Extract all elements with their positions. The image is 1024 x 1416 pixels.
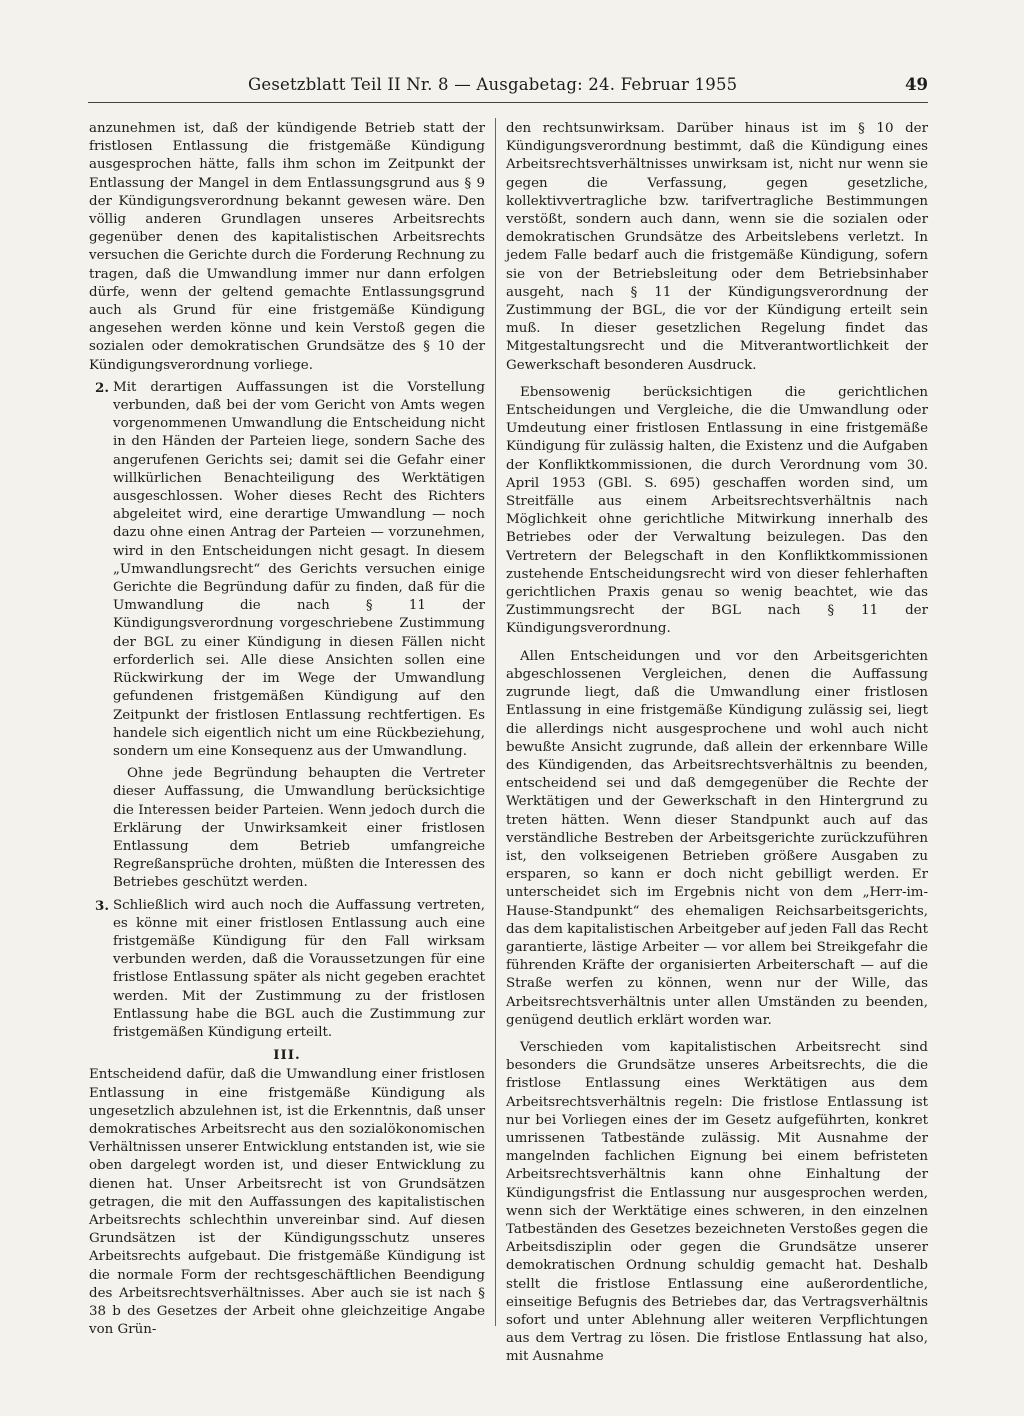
item-2-subparagraph: Ohne jede Begründung behaupten die Vertreter dieser Auffassung, die Umwandlung berücksichtige die Interessen beider Parteien. Wenn jedoch durch die Erklärung der Unwirksamkeit einer fristlosen Entlassung dem Betrieb umfangreiche Regreßansprüche drohten, müßten die Interessen des Betriebes geschützt werden.	[113, 766, 485, 891]
numbered-item-2	[89, 379, 485, 761]
section-heading: III.	[273, 1047, 301, 1064]
numbered-item-3	[89, 897, 485, 1043]
paragraph-2: Ebensowenig berücksichtigen die gerichtlichen Entscheidungen und Vergleiche, die die Umwandlung oder Umdeutung einer fristlosen Entlassung in eine fristgemäße Kündigung für zulässig halten, die Existenz und die Aufgaben der Konfliktkommissionen, die durch Verordnung vom 30. April 1953 (GBl. S. 695) geschaffen worden sind, um Streitfälle aus einem Arbeitsrechtsverhältnis nach Möglichkeit ohne gerichtliche Mitwirkung innerhalb des Betriebes oder der Verwaltung beizulegen. Das den Vertretern der Belegschaft in den Konfliktkommissionen zustehende Entscheidungsrecht wird von dieser fehlerhaften gerichtlichen Praxis genau so wenig beachtet, wie das Zustimmungsrecht der BGL nach § 11 der Kündigungsverordnung.	[506, 384, 928, 637]
paragraph-1: den rechtsunwirksam. Darüber hinaus ist im § 10 der Kündigungsverordnung bestimmt, daß die Kündigung eines Arbeitsrechtsverhältnisses unwirksam ist, nicht nur wenn sie gegen die Verfassung, gegen gesetzliche, kollektivvertragliche bzw. tarifvertragliche Bestimmungen verstößt, sondern auch dann, wenn sie die sozialen oder demokratischen Grundsätze des Arbeitslebens verletzt. In jedem Falle bedarf auch die fristgemäße Kündigung, sofern sie von der Betriebsleitung oder dem Betriebsinhaber ausgeht, nach § 11 der Kündigungsverordnung der Zustimmung der BGL, die vor der Kündigung erteilt sein muß. In dieser gesetzlichen Regelung findet das Mitgestaltungsrecht und die Mitverantwortlichkeit der Gewerkschaft besonderen Ausdruck.	[506, 121, 928, 373]
header-title: Gesetzblatt Teil II Nr. 8 — Ausgabetag: 24. Februar 1955	[248, 75, 738, 94]
paragraph-intro: anzunehmen ist, daß der kündigende Betrieb statt der fristlosen Entlassung die fristgemäße Kündigung ausgesprochen hätte, falls ihm schon im Zeitpunkt der Entlassung der Mangel in dem Entlassungsgrund aus § 9 der Kündigungsverordnung bekannt gewesen wäre. Den völlig anderen Grundlagen unseres Arbeitsrechts gegenüber denen des kapitalistischen Arbeitsrechts versuchen die Gerichte durch die Forderung Rechnung zu tragen, daß die Umwandlung immer nur dann erfolgen dürfe, wenn der geltend gemachte Entlassungsgrund auch als Grund für eine fristgemäße Kündigung angesehen werden könne und kein Verstoß gegen die sozialen oder demokratischen Grundsätze des § 10 der Kündigungsverordnung vorliege.	[89, 121, 485, 373]
paragraph-section-3: Entscheidend dafür, daß die Umwandlung einer fristlosen Entlassung in eine fristgemäße Kündigung als ungesetzlich abzulehnen ist, ist die Erkenntnis, daß unser demokratisches Arbeitsrecht aus den sozialökonomischen Verhältnissen unserer Entwicklung entstanden ist, wie sie oben dargelegt worden ist, und dieser Entwicklung zu dienen hat. Unser Arbeitsrecht ist von Grundsätzen getragen, die mit den Auffassungen des kapitalistischen Arbeitsrechts schlechthin unvereinbar sind. Auf diesen Grundsätzen ist der Kündigungsschutz unseres Arbeitsrechts aufgebaut. Die fristgemäße Kündigung ist die normale Form der rechtsgeschäftlichen Beendigung des Arbeitsrechtsverhältnisses. Aber auch sie ist nach § 38 b des Gesetzes der Arbeit ohne gleichzeitige Angabe von Grün-	[89, 1067, 485, 1338]
item-number: 2.	[95, 379, 109, 396]
item-text: Mit derartigen Auffassungen ist die Vorstellung verbunden, daß bei der vom Gericht von Amts wegen vorgenommenen Umwandlung die Entscheidung nicht in den Händen der Parteien liege, sondern Sache des angerufenen Gerichts sei; damit sei die Gefahr einer willkürlichen Benachteiligung des Werktätigen ausgeschlossen. Woher dieses Recht des Richters abgeleitet wird, eine derartige Umwandlung — noch dazu ohne einen Antrag der Parteien — vorzunehmen, wird in den Entscheidungen nicht gesagt. In diesem „Umwandlungsrecht“ des Gerichts versuchen einige Gerichte die Begründung dafür zu finden, daß für die Umwandlung die nach § 11 der Kündigungsverordnung vorgeschriebene Zustimmung der BGL zu einer Kündigung in diesen Fällen nicht erforderlich sei. Alle diese Ansichten sollen eine Rückwirkung der im Wege der Umwandlung gefundenen fristgemäßen Kündigung auf den Zeitpunkt der fristlosen Entlassung rechtfertigen. Es handele sich eigentlich nicht um eine Rückbeziehung, sondern um eine Konsequenz aus der Umwandlung.	[113, 379, 485, 759]
item-text: Schließlich wird auch noch die Auffassung vertreten, es könne mit einer fristlosen Entlassung auch eine fristgemäße Kündigung für den Fall wirksam verbunden werden, daß die Voraussetzungen für eine fristlose Entlassung später als nicht gegeben erachtet werden. Mit der Zustimmung zu der fristlosen Entlassung habe die BGL auch die Zustimmung zur fristgemäßen Kündigung erteilt.	[113, 897, 485, 1040]
item-number: 3.	[95, 897, 109, 914]
page-number: 49	[905, 75, 928, 94]
column-divider	[495, 118, 496, 1326]
right-column	[506, 120, 928, 1367]
page-header	[248, 75, 928, 99]
paragraph-4: Verschieden vom kapitalistischen Arbeitsrecht sind besonders die Grundsätze unseres Arbeitsrechts, die die fristlose Entlassung eines Werktätigen aus dem Arbeitsrechtsverhältnis regeln: Die fristlose Entlassung ist nur bei Vorliegen eines der im Gesetz aufgeführten, konkret umrissenen Tatbestände zulässig. Mit Ausnahme der mangelnden fachlichen Eignung bei einem befristeten Arbeitsrechtsverhältnis kann ohne Einhaltung der Kündigungsfrist die Entlassung nur ausgesprochen werden, wenn sich der Werktätige eines schweren, in den einzelnen Tatbeständen des Gesetzes bezeichneten Verstoßes gegen die Arbeitsdisziplin oder gegen die Grundsätze unserer demokratischen Ordnung schuldig gemacht hat. Deshalb stellt die fristlose Entlassung eine außerordentliche, einseitige Befugnis des Betriebes dar, das Vertragsverhältnis sofort und unter Ablehnung aller weiteren Verpflichtungen aus dem Vertrag zu lösen. Die fristlose Entlassung hat also, mit Ausnahme	[506, 1039, 928, 1365]
left-column	[89, 120, 485, 1339]
paragraph-3: Allen Entscheidungen und vor den Arbeitsgerichten abgeschlossenen Vergleichen, denen die Auffassung zugrunde liegt, daß die Umwandlung einer fristlosen Entlassung in eine fristgemäße Kündigung zulässig sei, liegt die allerdings nicht ausgesprochene und wohl auch nicht bewußte Ansicht zugrunde, daß allein der erkennbare Wille des Kündigenden, das Arbeitsrechtsverhältnis zu beenden, entscheidend sei und daß demgegenüber die Rechte der Werktätigen und der Gewerkschaft in den Hintergrund zu treten hätten. Wenn dieser Standpunkt auch auf das verständliche Bestreben der Arbeitsgerichte zurückzuführen ist, den volkseigenen Betrieben größere Ausgaben zu ersparen, so kann er doch nicht gebilligt werden. Er unterscheidet sich im Ergebnis nicht von dem „Herr-im-Hause-Standpunkt“ des ehemaligen Reichsarbeitsgerichts, das dem kapitalistischen Arbeitgeber auf jeden Fall das Recht garantierte, lästige Arbeiter — vor allem bei Streikgefahr die führenden Kräfte der organisierten Arbeiterschaft — auf die Straße werfen zu können, wenn nur der Wille, das Arbeitsrechtsverhältnis unter allen Umständen zu beenden, genügend deutlich erklärt worden war.	[506, 648, 928, 1028]
header-rule	[88, 102, 928, 103]
